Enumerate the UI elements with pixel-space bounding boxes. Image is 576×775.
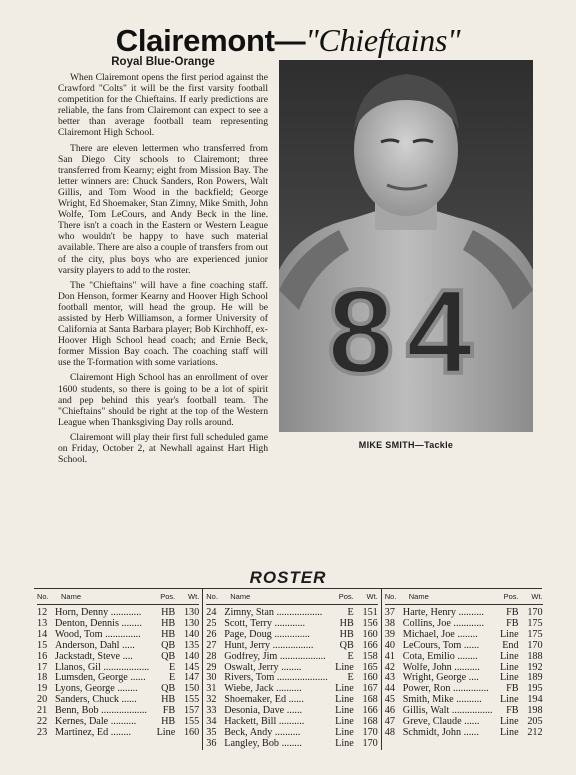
player-name: Gillis, Walt ................ — [402, 706, 493, 717]
player-wt: 151 — [362, 607, 378, 618]
player-name: Wood, Tom .............. — [55, 629, 141, 640]
player-name: Wolfe, John .......... — [402, 662, 480, 673]
player-wt: 140 — [183, 650, 200, 662]
player-wt: 130 — [183, 617, 200, 629]
player-pos: E — [169, 661, 176, 673]
player-name: Shoemaker, Ed ...... — [224, 695, 304, 706]
team-colors: Royal Blue-Orange — [111, 56, 215, 68]
player-name: Beck, Andy .......... — [224, 727, 301, 738]
roster-column — [34, 589, 202, 750]
roster-row — [37, 641, 199, 652]
player-wt: 135 — [183, 639, 200, 651]
player-pos: Line — [499, 672, 519, 684]
player-pos: E — [347, 672, 354, 684]
player-no: 19 — [37, 683, 48, 695]
article-paragraph: Clairemont will play their first full scheduled game on Friday, October 2, at Newhall against Hart High School. — [58, 431, 268, 466]
player-no: 34 — [206, 716, 217, 728]
player-pos: Line — [499, 628, 519, 640]
school-name: Clairemont— — [115, 23, 306, 58]
player-wt: 170 — [527, 639, 543, 651]
player-pos: Line — [335, 683, 354, 695]
player-wt: 194 — [527, 694, 543, 706]
player-no: 16 — [37, 650, 48, 662]
player-name: Schmidt, John ...... — [402, 727, 479, 738]
player-no: 36 — [206, 737, 217, 749]
player-name: Zimny, Stan .................. — [224, 608, 323, 618]
player-wt: 170 — [527, 607, 543, 618]
player-name: Langley, Bob ........ — [224, 738, 302, 749]
player-no: 31 — [206, 683, 217, 695]
player-wt: 205 — [527, 716, 543, 728]
player-no: 41 — [384, 650, 395, 662]
player-pos: Line — [335, 726, 354, 738]
roster-header — [206, 589, 378, 605]
player-pos: FB — [506, 607, 519, 618]
player-wt: 155 — [183, 694, 200, 706]
player-no: 12 — [37, 607, 48, 618]
player-no: 13 — [37, 617, 48, 629]
roster-row — [206, 739, 378, 750]
player-no: 46 — [384, 705, 395, 717]
player-pos: QB — [339, 639, 354, 651]
player-no: 21 — [37, 705, 48, 717]
header-pos: Pos. — [160, 592, 176, 601]
player-no: 26 — [206, 628, 217, 640]
player-no: 47 — [384, 716, 395, 728]
player-wt: 150 — [183, 683, 200, 695]
player-pos: QB — [161, 650, 176, 662]
player-name: Sanders, Chuck ...... — [55, 695, 137, 706]
player-wt: 147 — [183, 672, 200, 684]
article-paragraph: Clairemont High School has an enrollment of over 1600 students, so there is going to be a lot of spirit and pep behind this year's football team. The "Chieftains" should be right at the top of the Western League when Thanksgiving Day rolls around. — [58, 372, 268, 428]
roster-column — [381, 589, 546, 750]
player-name: Oswalt, Jerry ........ — [224, 662, 302, 673]
player-wt: 168 — [362, 694, 378, 706]
player-photo — [279, 60, 533, 432]
roster-column — [202, 589, 381, 750]
player-name: Martinez, Ed ........ — [55, 727, 132, 738]
player-wt: 170 — [362, 726, 378, 738]
roster-header — [385, 589, 543, 605]
player-no: 39 — [384, 628, 395, 640]
player-pos: E — [347, 650, 354, 662]
jersey-number: 84 — [327, 265, 485, 399]
header-no: No. — [384, 592, 397, 601]
player-no: 24 — [206, 607, 217, 618]
player-no: 45 — [384, 694, 395, 706]
player-wt: 188 — [527, 650, 543, 662]
player-pos: HB — [161, 694, 176, 706]
header-pos: Pos. — [503, 592, 519, 601]
player-name: Hunt, Jerry ................ — [224, 640, 314, 651]
player-pos: QB — [161, 639, 176, 651]
player-no: 40 — [384, 639, 395, 651]
player-pos: E — [347, 607, 354, 618]
player-no: 43 — [384, 672, 395, 684]
player-name: LeCours, Tom ...... — [402, 640, 480, 651]
player-pos: Line — [335, 737, 354, 749]
player-no: 29 — [206, 661, 217, 673]
roster-row — [206, 652, 378, 663]
player-wt: 175 — [527, 617, 543, 629]
player-name: Power, Ron .............. — [402, 684, 489, 695]
header-wt: Wt. — [187, 592, 200, 601]
player-name: Harte, Henry .......... — [402, 608, 484, 618]
player-name: Benn, Bob .................. — [55, 706, 147, 717]
player-name: Smith, Mike .......... — [402, 695, 482, 706]
player-name: Lumsden, George ...... — [55, 673, 146, 684]
player-pos: HB — [161, 628, 176, 640]
header-wt: Wt. — [366, 592, 378, 601]
player-pos: HB — [339, 617, 354, 629]
player-name: Kernes, Dale .......... — [55, 717, 137, 728]
player-name: Collins, Joe ............ — [402, 618, 484, 629]
player-no: 18 — [37, 672, 48, 684]
player-wt: 160 — [362, 672, 378, 684]
roster-row — [385, 630, 543, 641]
article-body — [58, 72, 268, 469]
article-paragraph: There are eleven lettermen who transferred from San Diego City schools to Clairemont; three transferred from Kearny; eight from Mission Bay. The letter winners are: Chuck Sanders, Ron Powers, Walt Gillis, and Tom Wood in the backfield; George Wright, Ed Shoemaker, Stan Zimny, Mike Smith, John Wolfe, Tom LeCours, and Andy Beck in the line. There isn't a coach in the Eastern or Western League who wouldn't be happy to have such material available. There are also a couple of transfers from out of the city, plus boys who are experienced junior varsity players to add to the roster. — [58, 142, 268, 276]
player-name: Michael, Joe ........ — [402, 629, 478, 640]
player-wt: 198 — [527, 705, 543, 717]
player-name: Lyons, George ........ — [55, 684, 138, 695]
header-name: Name — [408, 592, 429, 601]
player-wt: 155 — [183, 716, 200, 728]
player-wt: 145 — [183, 661, 200, 673]
player-no: 25 — [206, 617, 217, 629]
article-paragraph: When Clairemont opens the first period against the Crawford "Colts" it will be the first varsity football competition for the Chieftains. If early predictions are reliable, the fans from Clairemont can expect to see a better than average football team representing Clairemont High School. — [58, 72, 268, 139]
player-pos: Line — [335, 694, 354, 706]
roster-row — [37, 728, 199, 739]
player-pos: HB — [161, 716, 176, 728]
photo-caption: MIKE SMITH—Tackle — [358, 440, 454, 450]
player-name: Wiebe, Jack .......... — [224, 684, 302, 695]
team-nickname: "Chieftains" — [305, 22, 461, 58]
player-no: 30 — [206, 672, 217, 684]
player-no: 33 — [206, 705, 217, 717]
player-wt: 165 — [362, 661, 378, 673]
player-name: Jackstadt, Steve .... — [55, 651, 133, 662]
player-pos: FB — [506, 683, 519, 695]
player-wt: 167 — [362, 683, 378, 695]
header-no: No. — [206, 592, 218, 601]
player-wt: 140 — [183, 628, 200, 640]
roster-row — [206, 641, 378, 652]
player-wt: 130 — [183, 607, 200, 618]
roster-row — [385, 652, 543, 663]
header-wt: Wt. — [531, 592, 543, 601]
player-no: 28 — [206, 650, 217, 662]
player-no: 27 — [206, 639, 217, 651]
player-no: 48 — [384, 726, 395, 738]
player-wt: 189 — [527, 672, 543, 684]
player-wt: 166 — [362, 639, 378, 651]
player-name: Cota, Emilio ........ — [402, 651, 478, 662]
player-wt: 192 — [527, 661, 543, 673]
player-pos: E — [169, 672, 176, 684]
player-pos: Line — [499, 661, 519, 673]
header-pos: Pos. — [338, 592, 354, 601]
player-no: 17 — [37, 661, 48, 673]
player-no: 35 — [206, 726, 217, 738]
header-no: No. — [37, 592, 49, 601]
player-name: Llanos, Gil .................. — [55, 662, 150, 673]
player-wt: 175 — [527, 628, 543, 640]
player-pos: Line — [499, 650, 519, 662]
player-name: Godfrey, Jim .................. — [224, 651, 326, 662]
player-no: 32 — [206, 694, 217, 706]
player-no: 22 — [37, 716, 48, 728]
roster-table — [34, 588, 542, 750]
player-name: Hackett, Bill .......... — [224, 717, 305, 728]
roster-row — [385, 728, 543, 739]
player-pos: HB — [161, 617, 176, 629]
player-name: Desonia, Dave ...... — [224, 706, 303, 717]
player-pos: End — [502, 639, 519, 651]
player-pos: Line — [335, 716, 354, 728]
roster-title: ROSTER — [249, 568, 327, 587]
player-pos: HB — [339, 628, 354, 640]
page-title — [0, 22, 576, 59]
player-wt: 166 — [362, 705, 378, 717]
player-name: Scott, Terry ............ — [224, 618, 306, 629]
player-pos: QB — [161, 683, 176, 695]
header-name: Name — [230, 592, 251, 601]
player-no: 42 — [384, 661, 395, 673]
player-wt: 160 — [362, 628, 378, 640]
player-no: 44 — [384, 683, 395, 695]
player-no: 38 — [384, 617, 395, 629]
player-pos: Line — [499, 716, 519, 728]
player-wt: 195 — [527, 683, 543, 695]
player-no: 14 — [37, 628, 48, 640]
player-wt: 212 — [527, 726, 543, 738]
article-paragraph: The "Chieftains" will have a fine coaching staff. Don Henson, former Kearny and Hoover High School football mentor, will head the group. He will be assisted by Herb Williamson, a former University of California at Santa Barbara player; Bob Kirchhoff, ex-Hoover High School head coach; and Ernie Beck, former Mission Bay coach. The coaching staff will use the T-formation with some variations. — [58, 279, 268, 369]
player-pos: FB — [506, 617, 519, 629]
player-pos: FB — [506, 705, 519, 717]
player-name: Page, Doug .............. — [224, 629, 310, 640]
roster-row — [37, 652, 199, 663]
player-pos: Line — [499, 694, 519, 706]
player-no: 37 — [384, 607, 395, 618]
player-wt: 158 — [362, 650, 378, 662]
player-no: 23 — [37, 726, 48, 738]
player-wt: 170 — [362, 737, 378, 749]
player-no: 20 — [37, 694, 48, 706]
player-name: Wright, George .... — [402, 673, 479, 684]
player-wt: 157 — [183, 705, 200, 717]
player-name: Denton, Dennis ........ — [55, 618, 142, 629]
player-pos: Line — [156, 726, 176, 738]
player-wt: 156 — [362, 617, 378, 629]
player-pos: Line — [335, 705, 354, 717]
player-wt: 168 — [362, 716, 378, 728]
player-name: Rivers, Tom .................... — [224, 673, 328, 684]
player-pos: Line — [499, 726, 519, 738]
header-name: Name — [61, 592, 82, 601]
player-pos: HB — [161, 607, 176, 618]
player-no: 15 — [37, 639, 48, 651]
roster-header — [37, 589, 199, 605]
player-name: Anderson, Dahl ..... — [55, 640, 135, 651]
player-pos: Line — [335, 661, 354, 673]
player-wt: 160 — [183, 726, 200, 738]
player-name: Horn, Denny ............ — [55, 608, 142, 618]
player-name: Greve, Claude ...... — [402, 717, 480, 728]
player-pos: FB — [162, 705, 176, 717]
roster-row — [385, 641, 543, 652]
